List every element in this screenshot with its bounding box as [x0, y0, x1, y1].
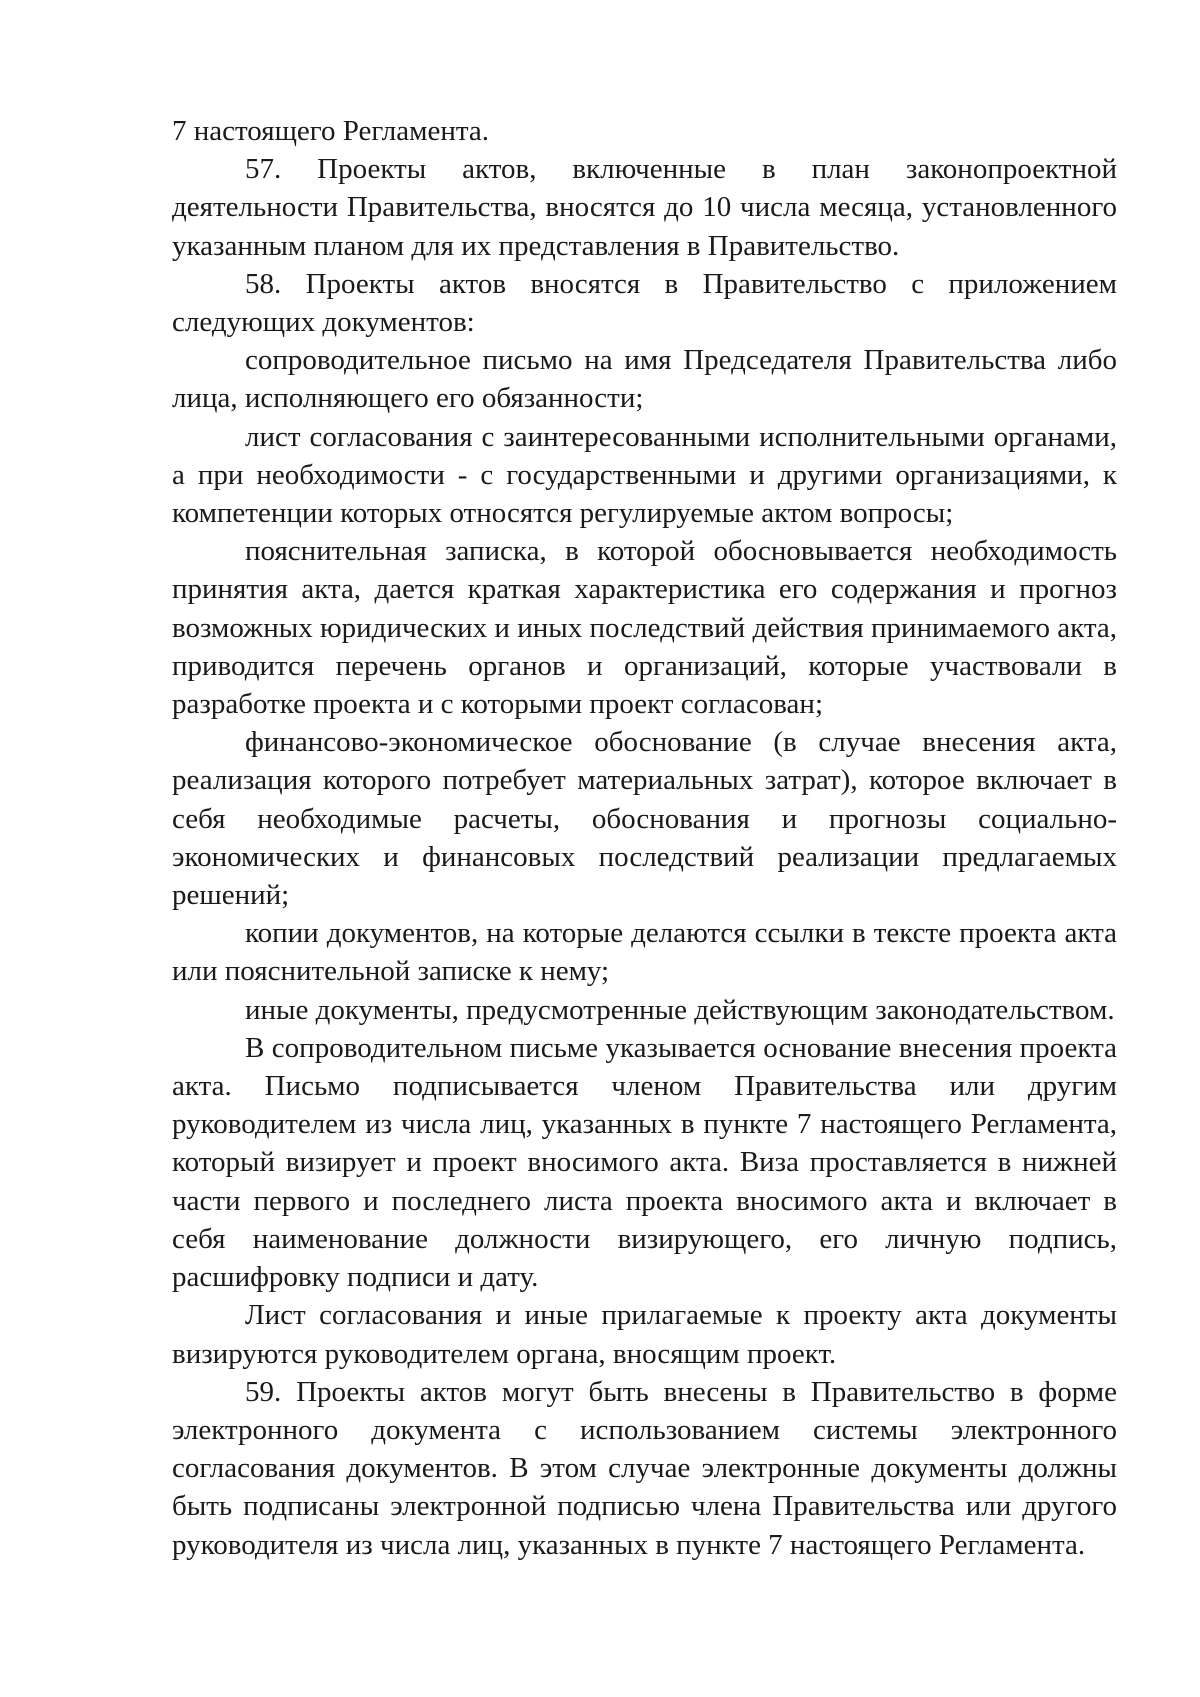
paragraph-item-58: 58. Проекты актов вносятся в Правительство с приложением следующих документов:	[172, 267, 1117, 339]
paragraph-cover-letter-details: В сопроводительном письме указывается основание внесения проекта акта. Письмо подписывается членом Правительства или другим руководителем из числа лиц, указанных в пункте 7 настоящего Регламента, который визирует и проект вносимого акта. Виза проставляется в нижней части первого и последнего листа проекта вносимого акта и включает в себя наименование должности визирующего, его личную подпись, расшифровку подписи и дату.	[172, 1031, 1117, 1294]
paragraph-item-59: 59. Проекты актов могут быть внесены в Правительство в форме электронного документа с использованием системы электронного согласования документов. В этом случае электронные документы должны быть подписаны электронной подписью члена Правительства или другого руководителя из числа лиц, указанных в пункте 7 настоящего Регламента.	[172, 1375, 1117, 1561]
paragraph-financial-justification: финансово-экономическое обоснование (в случае внесения акта, реализация которого потребует материальных затрат), которое включает в себя необходимые расчеты, обоснования и прогнозы социально-экономических и финансовых последствий реализации предлагаемых решений;	[172, 726, 1117, 912]
paragraph-other-documents: иные документы, предусмотренные действующим законодательством.	[245, 993, 1115, 1026]
paragraph-explanatory-note: пояснительная записка, в которой обосновывается необходимость принятия акта, дается краткая характеристика его содержания и прогноз возможных юридических и иных последствий действия принимаемого акта, приводится перечень органов и организаций, которые участвовали в разработке проекта и с которыми проект согласован;	[172, 535, 1117, 721]
paragraph-continuation: 7 настоящего Регламента.	[172, 115, 489, 147]
document-body	[172, 112, 1117, 1564]
paragraph-cover-letter: сопроводительное письмо на имя Председателя Правительства либо лица, исполняющего его обязанности;	[172, 344, 1117, 415]
paragraph-approval-sheet: лист согласования с заинтересованными исполнительными органами, а при необходимости - с государственными и другими организациями, к компетенции которых относятся регулируемые актом вопросы;	[172, 420, 1117, 530]
paragraph-document-copies: копии документов, на которые делаются ссылки в тексте проекта акта или пояснительной записке к нему;	[172, 917, 1117, 988]
paragraph-approval-sheet-visa: Лист согласования и иные прилагаемые к проекту акта документы визируются руководителем органа, вносящим проект.	[172, 1299, 1117, 1370]
paragraph-item-57: 57. Проекты актов, включенные в план законопроектной деятельности Правительства, вносятся до 10 числа месяца, установленного указанным планом для их представления в Правительство.	[172, 153, 1117, 262]
